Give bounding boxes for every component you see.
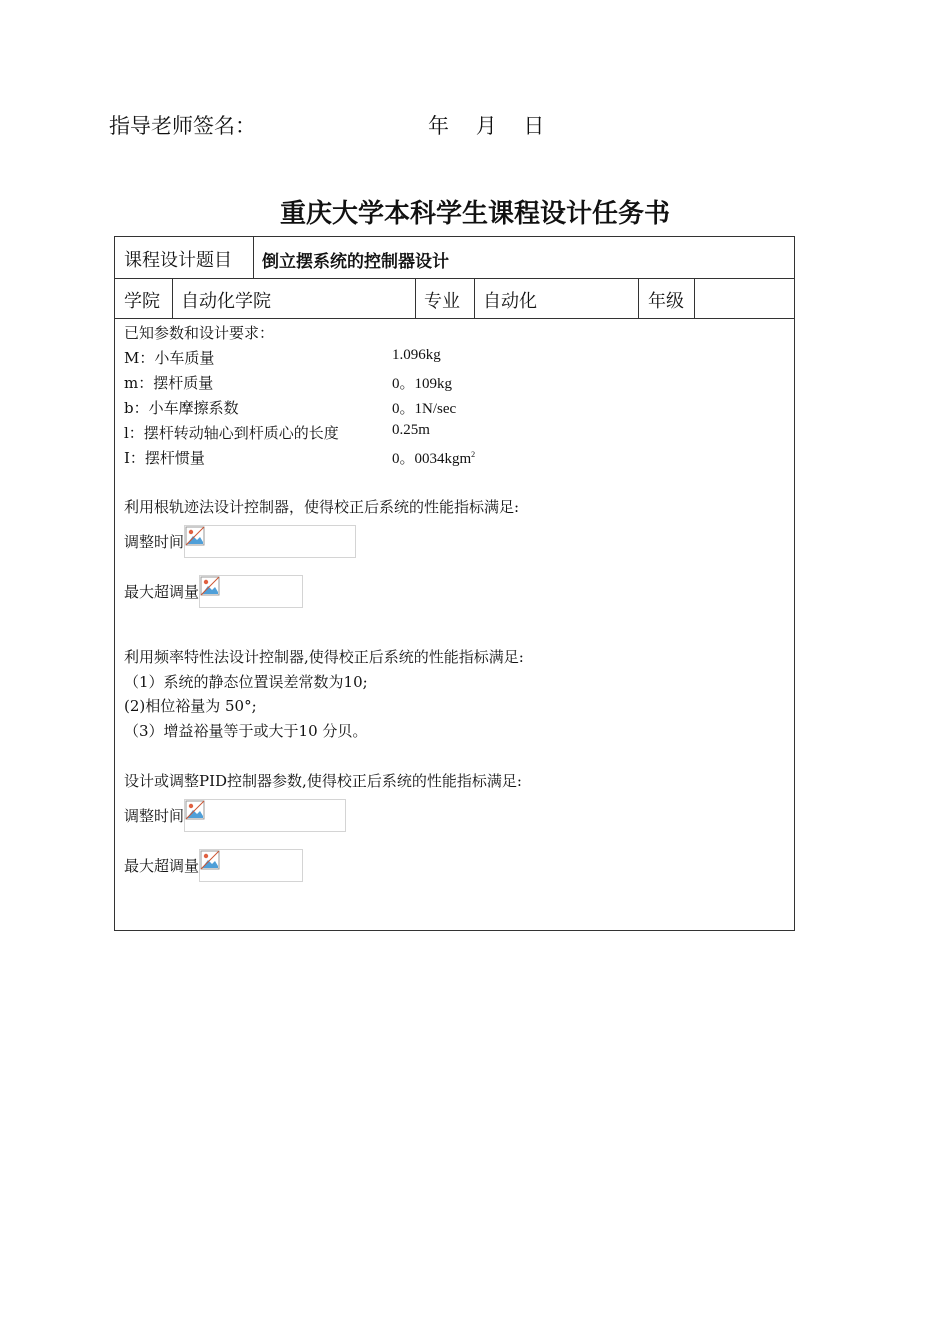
max-overshoot-label: 最大超调量 bbox=[124, 583, 200, 601]
root-locus-settling-row bbox=[124, 525, 356, 558]
unit-superscript: 2 bbox=[471, 450, 476, 459]
day-label: 日 bbox=[523, 114, 545, 138]
formula-image bbox=[184, 799, 346, 832]
page-title: 重庆大学本科学生课程设计任务书 bbox=[279, 199, 670, 229]
param-value: 0。109kg bbox=[392, 376, 453, 392]
frequency-item: （1）系统的静态位置误差常数为10; bbox=[124, 673, 368, 691]
signature-date bbox=[428, 110, 558, 140]
settling-time-label: 调整时间 bbox=[124, 807, 185, 825]
param-value: 0。0034kgm$^2$ bbox=[392, 450, 476, 467]
settling-time-label: 调整时间 bbox=[124, 533, 185, 551]
topic-value: 倒立摆系统的控制器设计 bbox=[262, 252, 449, 272]
year-label: 年 bbox=[428, 114, 449, 138]
column-divider bbox=[638, 278, 639, 318]
topic-label: 课程设计题目 bbox=[124, 250, 232, 271]
root-locus-overshoot-row bbox=[124, 575, 303, 608]
major-label: 专业 bbox=[424, 291, 460, 312]
param-name: m：摆杆质量 bbox=[124, 374, 214, 392]
root-locus-intro: 利用根轨迹法设计控制器，使得校正后系统的性能指标满足: bbox=[124, 498, 520, 516]
broken-image-icon bbox=[200, 576, 220, 596]
pid-overshoot-row bbox=[124, 849, 303, 882]
grade-label: 年级 bbox=[648, 291, 684, 312]
college-label: 学院 bbox=[124, 291, 160, 312]
param-value: 0.25m bbox=[392, 422, 430, 438]
frequency-intro: 利用频率特性法设计控制器,使得校正后系统的性能指标满足: bbox=[124, 648, 524, 666]
supervisor-signature-label: 指导老师签名： bbox=[109, 114, 256, 138]
column-divider bbox=[172, 278, 173, 318]
frequency-item: (2)相位裕量为 50°; bbox=[124, 697, 257, 715]
column-divider bbox=[253, 237, 254, 278]
pid-settling-row bbox=[124, 799, 346, 832]
param-name: I：摆杆惯量 bbox=[124, 449, 205, 467]
formula-image bbox=[184, 525, 356, 558]
max-overshoot-label: 最大超调量 bbox=[124, 857, 200, 875]
broken-image-icon bbox=[200, 850, 220, 870]
month-label: 月 bbox=[475, 114, 497, 138]
broken-image-icon bbox=[185, 526, 205, 546]
column-divider bbox=[415, 278, 416, 318]
broken-image-icon bbox=[185, 800, 205, 820]
row-divider bbox=[115, 278, 794, 279]
column-divider bbox=[474, 278, 475, 318]
major-value: 自动化 bbox=[483, 291, 537, 312]
row-divider bbox=[115, 318, 794, 319]
param-name: M：小车质量 bbox=[124, 349, 215, 367]
param-name: b：小车摩擦系数 bbox=[124, 399, 239, 417]
formula-image bbox=[199, 575, 303, 608]
column-divider bbox=[694, 278, 695, 318]
pid-intro: 设计或调整PID控制器参数,使得校正后系统的性能指标满足: bbox=[124, 772, 522, 790]
formula-image bbox=[199, 849, 303, 882]
param-name: l：摆杆转动轴心到杆质心的长度 bbox=[124, 424, 339, 442]
param-value: 0。1N/sec bbox=[392, 401, 457, 417]
param-value: 1.096kg bbox=[392, 347, 441, 363]
college-value: 自动化学院 bbox=[181, 291, 271, 312]
requirements-heading: 已知参数和设计要求： bbox=[124, 324, 275, 342]
frequency-item: （3）增益裕量等于或大于10 分贝。 bbox=[124, 722, 368, 740]
task-table bbox=[114, 236, 795, 931]
